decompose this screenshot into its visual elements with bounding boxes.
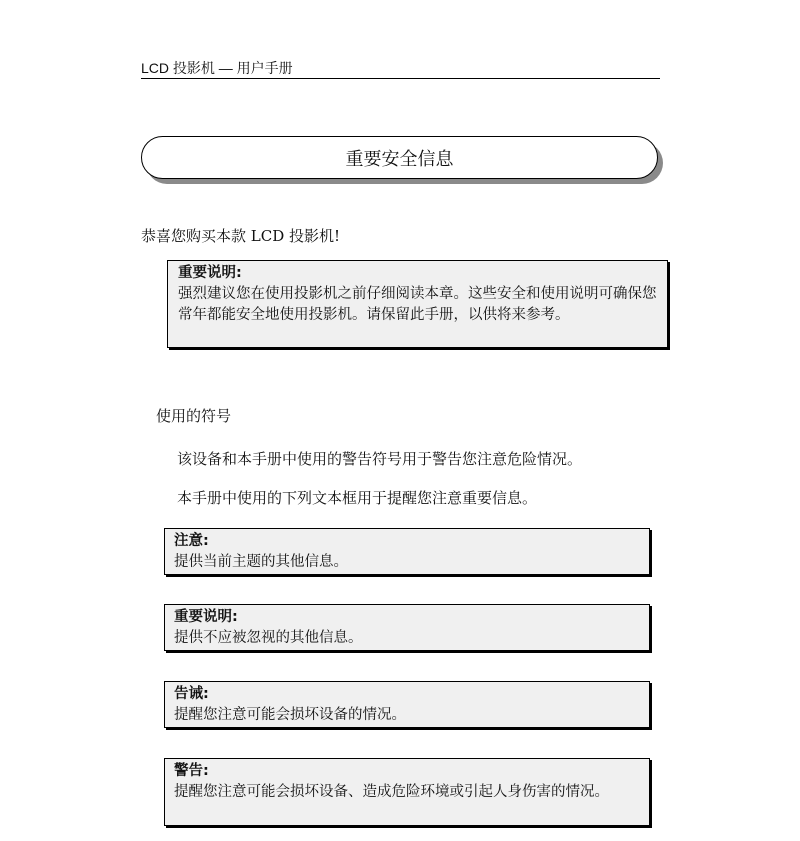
notice-text: 强烈建议您在使用投影机之前仔细阅读本章。这些安全和使用说明可确保您常年都能安全地使用投影机。请保留此手册，以供将来参考。	[178, 286, 657, 323]
running-header: LCD 投影机 — 用户手册	[141, 58, 660, 79]
symbols-paragraph: 该设备和本手册中使用的警告符号用于警告您注意危险情况。	[177, 450, 583, 468]
section-title: 重要安全信息	[345, 148, 454, 170]
important-box	[164, 604, 650, 651]
notice-text: 提供当前主题的其他信息。	[174, 554, 348, 570]
notice-label: 注意:	[174, 533, 209, 549]
symbols-paragraph: 本手册中使用的下列文本框用于提醒您注意重要信息。	[177, 489, 538, 507]
notice-label: 告诫:	[174, 686, 209, 702]
notice-label: 重要说明:	[174, 609, 238, 625]
intro-text: 恭喜您购买本款 LCD 投影机!	[141, 227, 341, 245]
notice-text: 提醒您注意可能会损坏设备、造成危险环境或引起人身伤害的情况。	[174, 784, 609, 800]
important-notice-box	[167, 260, 668, 348]
section-title-box	[141, 136, 658, 179]
caution-box	[164, 681, 650, 728]
notice-text: 提醒您注意可能会损坏设备的情况。	[174, 707, 406, 723]
warning-box	[164, 758, 650, 826]
note-box	[164, 528, 650, 575]
notice-label: 警告:	[174, 763, 209, 779]
symbols-heading: 使用的符号	[156, 407, 232, 425]
notice-text: 提供不应被忽视的其他信息。	[174, 630, 363, 646]
notice-label: 重要说明:	[178, 265, 242, 281]
